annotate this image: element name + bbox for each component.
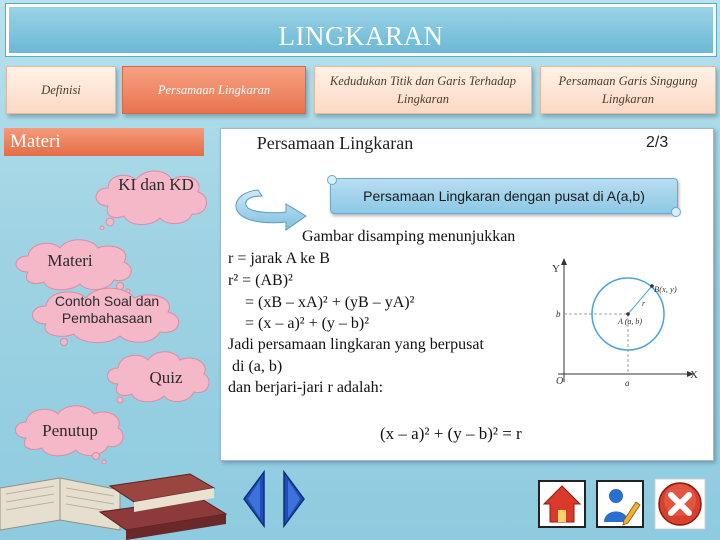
menu-ki-kd[interactable] (88, 166, 212, 230)
menu-contoh-soal-label: Contoh Soal dan Pembahasaan (54, 293, 160, 326)
tab-persamaan-lingkaran[interactable]: Persamaan Lingkaran (122, 66, 306, 114)
explanation-line: dan berjari-jari r adalah: (228, 379, 384, 396)
explanation-line: = (xB – xA)² + (yB – yA)² (245, 294, 415, 311)
menu-materi-label: Materi (47, 251, 93, 270)
title-bar (6, 4, 716, 56)
center-label: A (a, b) (618, 317, 643, 326)
y-axis-label: Y (552, 263, 560, 275)
explanation-line: = (x – a)² + (y – b)² (245, 315, 370, 332)
point-b-label: B(x, y) (654, 284, 677, 294)
tab-kedudukan-titik-garis[interactable]: Kedudukan Titik dan Garis Terhadap Lingkaran (314, 66, 532, 114)
content-title: Persamaan Lingkaran (256, 133, 414, 153)
x-axis-label: X (690, 369, 698, 381)
next-arrow-icon[interactable] (280, 470, 308, 528)
menu-quiz[interactable] (100, 348, 212, 406)
circle-equation: (x – a)² + (y – b)² = r (380, 424, 522, 443)
origin-label: O (556, 376, 564, 387)
explanation-line: r = jarak A ke B (228, 250, 330, 267)
page-title: LINGKARAN (278, 21, 444, 51)
tab-garis-singgung[interactable]: Persamaan Garis Singgung Lingkaran (540, 66, 716, 114)
curved-arrow-icon (228, 186, 308, 246)
books-decoration (0, 468, 230, 540)
topic-banner: Persamaan Lingkaran dengan pusat di A(a,b) (330, 178, 678, 214)
explanation-line: r² = (AB)² (228, 272, 293, 289)
home-icon[interactable] (538, 480, 586, 528)
explanation-line: di (a, b) (232, 358, 283, 375)
tab-definisi[interactable]: Definisi (6, 66, 116, 114)
explanation-line: Jadi persamaan lingkaran yang berpusat (228, 336, 484, 353)
explanation-line: Gambar disamping menunjukkan (302, 228, 516, 245)
a-tick-label: a (625, 378, 630, 388)
menu-penutup[interactable] (8, 404, 128, 464)
user-pencil-icon[interactable] (596, 480, 644, 528)
close-icon[interactable] (654, 478, 706, 530)
radius-label: r (642, 299, 646, 308)
menu-ki-kd-label: KI dan KD (118, 175, 194, 194)
b-tick-label: b (556, 309, 561, 319)
prev-arrow-icon[interactable] (240, 470, 268, 528)
page-number: 2/3 (646, 134, 669, 151)
circle-diagram (548, 254, 708, 390)
section-label: Materi (4, 128, 204, 156)
menu-contoh-soal[interactable] (24, 284, 190, 348)
menu-quiz-label: Quiz (149, 368, 183, 387)
menu-penutup-label: Penutup (42, 421, 98, 440)
